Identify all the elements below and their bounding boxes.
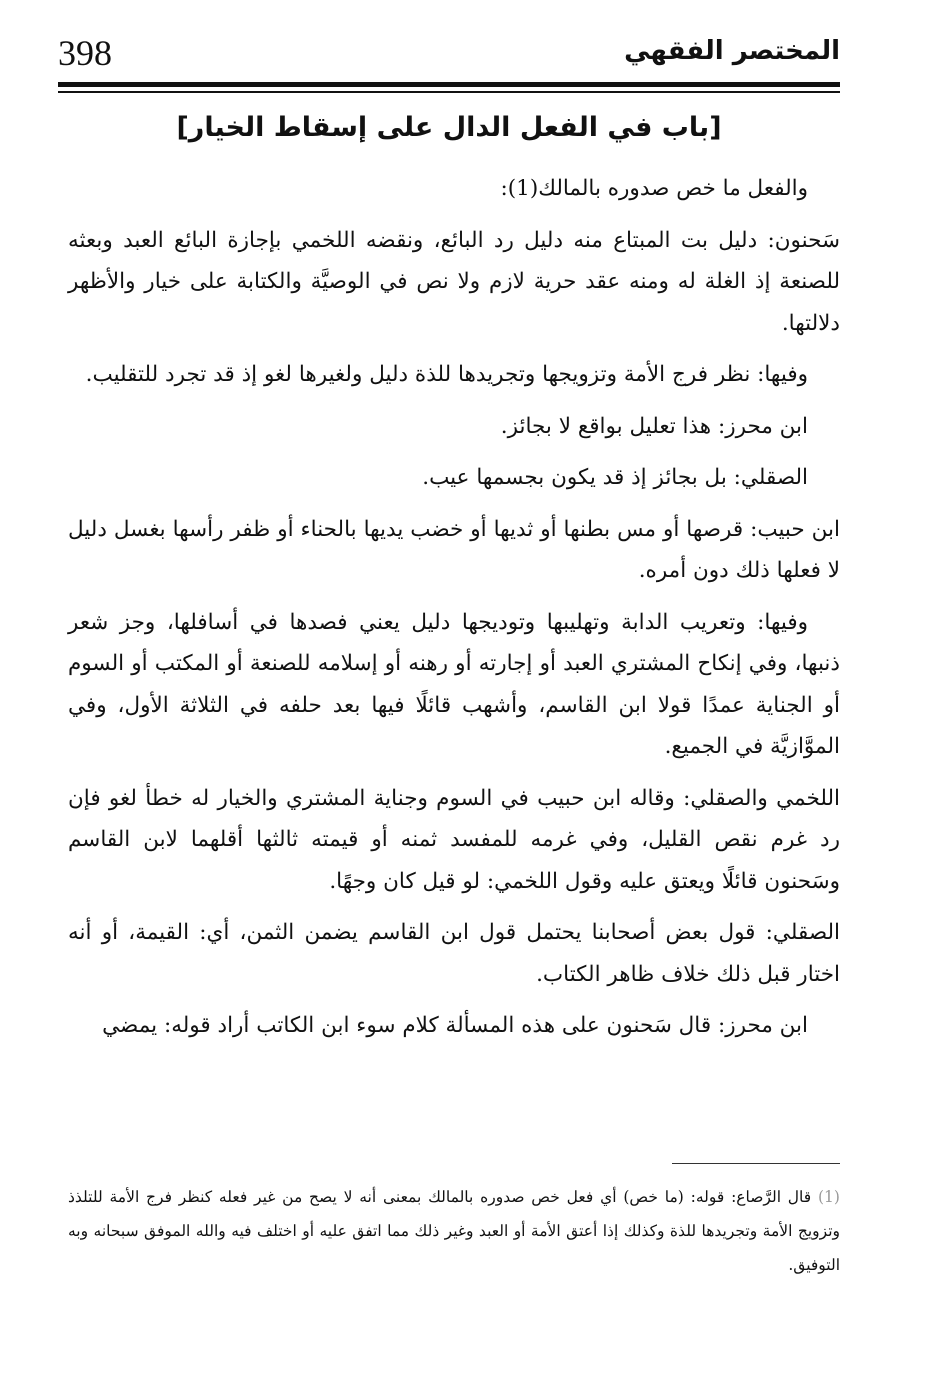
body-text — [68, 168, 840, 1057]
paragraph: سَحنون: دليل بت المبتاع منه دليل رد البائع، ونقضه اللخمي بإجازة البائع العبد وبعثه للصنعة إذ الغلة له ومنه عقد حرية لازم ولا نص في الوصيَّة والكتابة على خيار والأظهر دلالتها. — [68, 227, 840, 336]
footnote-text: قال الرَّصاع: قوله: (ما خص) أي فعل خص صدوره بالمالك بمعنى أنه لا يصح من غير فعله كنظر فرج الأمة للتلذذ وتزويج الأمة وتجريدها للذة وكذلك إذا أعتق الأمة أو العبد وغير ذلك مما اتفق عليه أو اختلف فيه والله الموفق سبحانه وبه التوفيق. — [68, 1188, 840, 1274]
footnote-separator — [672, 1163, 840, 1164]
paragraph: ابن محرز: قال سَحنون على هذه المسألة كلام سوء ابن الكاتب أراد قوله: يمضي — [102, 1013, 808, 1038]
footnote — [68, 1180, 840, 1282]
header-rule-thick — [58, 82, 840, 87]
paragraph: الصقلي: بل بجائز إذ قد يكون بجسمها عيب. — [422, 465, 808, 490]
paragraph: الصقلي: قول بعض أصحابنا يحتمل قول ابن القاسم يضمن الثمن، أي: القيمة، أو أنه اختار قبل ذلك خلاف ظاهر الكتاب. — [68, 920, 840, 987]
header-rule-thin — [58, 91, 840, 93]
page-number: 398 — [58, 33, 112, 73]
paragraph: والفعل ما خص صدوره بالمالك(1): — [500, 176, 808, 201]
footnote-marker: (1) — [817, 1188, 840, 1206]
chapter-heading: [باب في الفعل الدال على إسقاط الخيار] — [176, 112, 722, 143]
paragraph: ابن محرز: هذا تعليل بواقع لا بجائز. — [500, 413, 808, 439]
paragraph: وفيها: وتعريب الدابة وتهليبها وتوديجها دليل يعني فصدها في أسافلها، وجز شعر ذنبها، وفي إنكاح المشتري العبد أو إجارته أو رهنه أو إسلامه للصنعة أو المكتب أو السوم أو الجناية عمدًا قولا ابن القاسم، وأشهب قائلًا فيها بعد حلفه في الثلاثة الأول، وفي الموَّازيَّة في الجميع. — [68, 609, 840, 759]
paragraph: وفيها: نظر فرج الأمة وتزويجها وتجريدها للذة دليل ولغيرها لغو إذ قد تجرد للتقليب. — [85, 362, 808, 387]
page-header — [58, 28, 840, 88]
paragraph: ابن حبيب: قرصها أو مس بطنها أو ثديها أو خضب يديها بالحناء أو ظفر رأسها بغسل دليل لا فعلها ذلك دون أمره. — [68, 516, 840, 583]
running-title: المختصر الفقهي — [624, 36, 840, 66]
paragraph: اللخمي والصقلي: وقاله ابن حبيب في السوم وجناية المشتري والخيار له خطأ لغو فإن رد غرم نقص القليل، وفي غرمه للمفسد ثمنه أو قيمته ثالثها أقلهما لابن القاسم وسَحنون قائلًا ويعتق عليه وقول اللخمي: لو قيل كان وجهًا. — [68, 785, 840, 894]
